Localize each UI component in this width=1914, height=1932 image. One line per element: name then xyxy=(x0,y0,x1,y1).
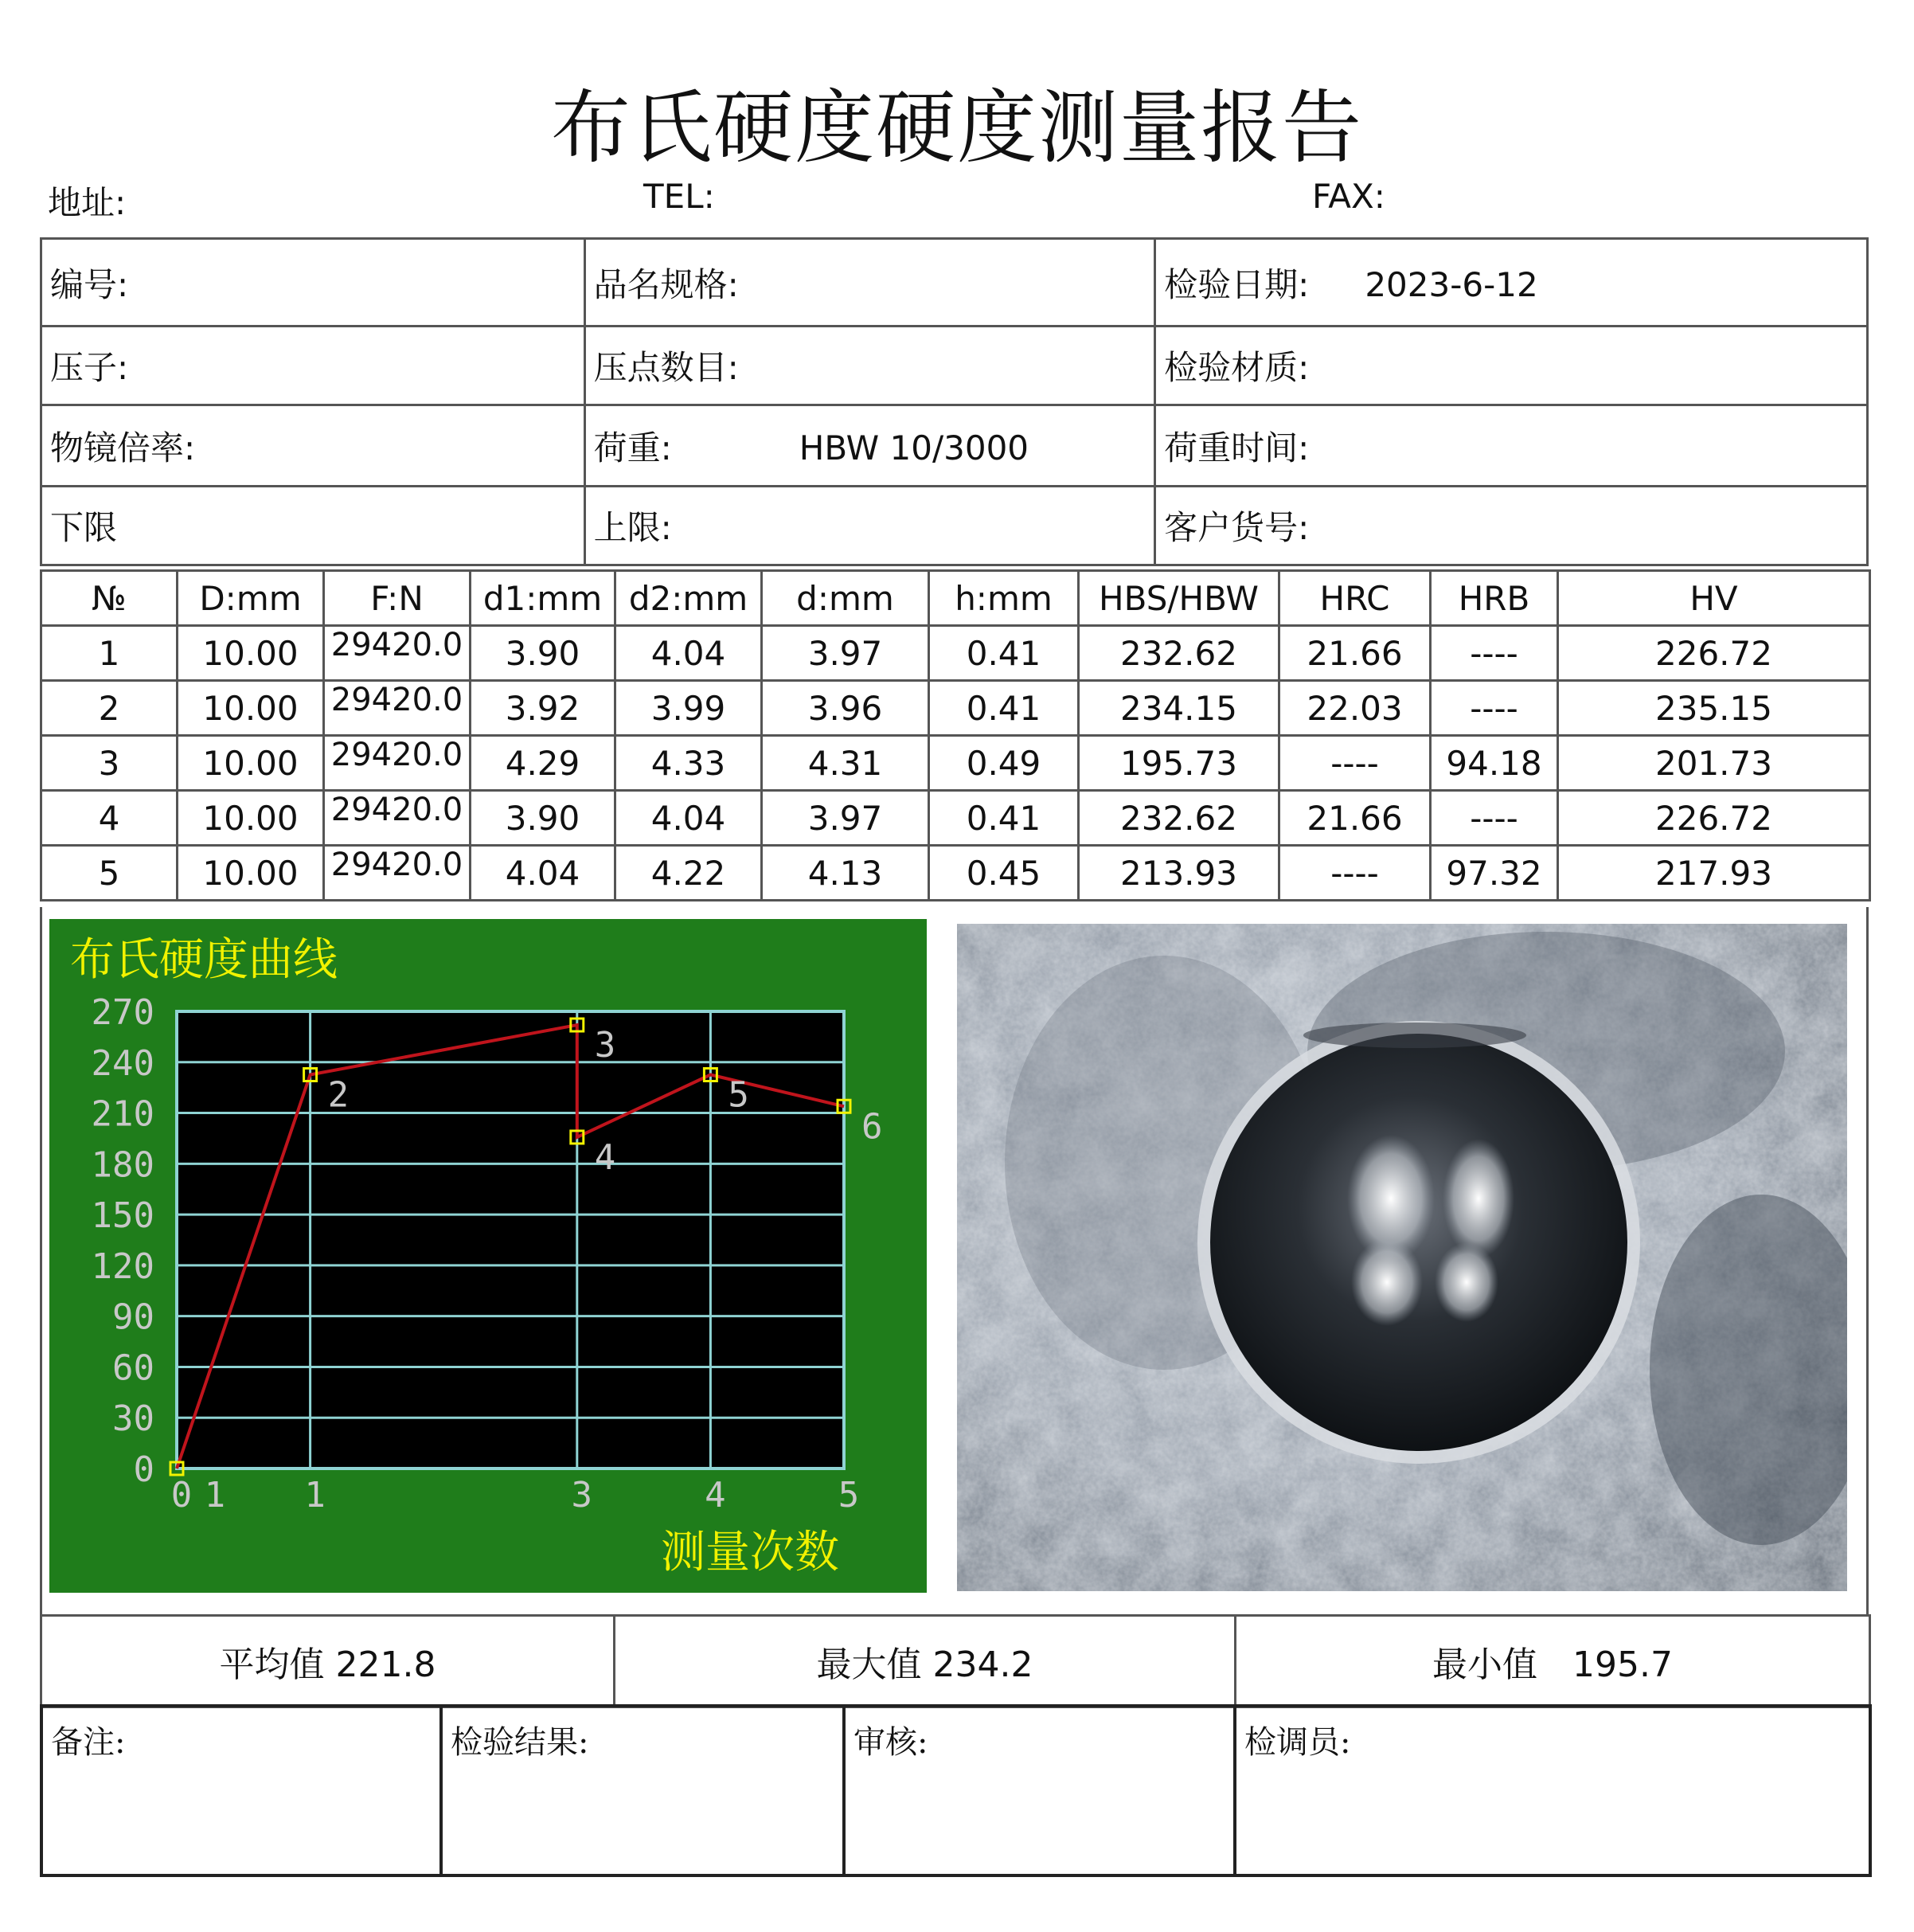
indenter-cell xyxy=(41,327,585,405)
point-label: 3 xyxy=(594,1025,616,1066)
table-row xyxy=(41,681,1870,736)
inspection-material-label: 检验材质: xyxy=(1164,348,1310,387)
y-tick-label: 270 xyxy=(91,992,154,1033)
table-cell: 22.03 xyxy=(1279,681,1431,736)
load-cell xyxy=(584,405,1155,487)
y-tick-label: 90 xyxy=(112,1296,154,1338)
inspection-material-cell xyxy=(1155,327,1868,405)
table-row xyxy=(41,626,1870,681)
table-cell: 3 xyxy=(41,736,178,791)
fax-label: FAX: xyxy=(1312,177,1385,216)
table-cell: 5 xyxy=(41,846,178,901)
lower-limit-label: 下限 xyxy=(50,508,118,547)
signature-table xyxy=(40,1704,1872,1877)
table-cell: 4.04 xyxy=(471,846,615,901)
y-tick-label: 210 xyxy=(91,1093,154,1135)
measurement-table xyxy=(40,569,1871,901)
table-cell: 3.92 xyxy=(471,681,615,736)
table-cell: 97.32 xyxy=(1431,846,1558,901)
chart-title: 布氏硬度曲线 xyxy=(70,934,338,986)
info-table xyxy=(40,237,1869,566)
table-cell: 0.41 xyxy=(929,791,1079,846)
indent-count-label: 压点数目: xyxy=(593,348,739,387)
y-tick-label: 180 xyxy=(91,1144,154,1186)
table-cell: 21.66 xyxy=(1279,626,1431,681)
table-cell: 4.13 xyxy=(762,846,929,901)
table-cell: 10.00 xyxy=(178,736,324,791)
table-cell: 10.00 xyxy=(178,791,324,846)
table-cell: 0.41 xyxy=(929,681,1079,736)
table-cell: ---- xyxy=(1279,846,1431,901)
min-value: 最小值 195.7 xyxy=(1236,1616,1870,1707)
table-cell: 213.93 xyxy=(1079,846,1279,901)
y-tick-label: 0 xyxy=(133,1449,154,1490)
load-value: HBW 10/3000 xyxy=(799,428,1029,467)
measurement-header-row xyxy=(41,571,1870,626)
table-cell: 3.90 xyxy=(471,626,615,681)
col-header-F: F:N xyxy=(324,571,471,626)
table-cell: 0.41 xyxy=(929,626,1079,681)
table-cell: 10.00 xyxy=(178,846,324,901)
table-cell: 29420.0 xyxy=(324,736,471,791)
col-header-hrc: HRC xyxy=(1279,571,1431,626)
table-cell: 235.15 xyxy=(1558,681,1870,736)
product-spec-cell xyxy=(584,239,1155,327)
table-cell: 3.90 xyxy=(471,791,615,846)
hardness-chart-panel xyxy=(49,919,927,1593)
review-field: 审核: xyxy=(844,1706,1235,1875)
indentation-micrograph xyxy=(957,924,1847,1591)
table-cell: 4.22 xyxy=(615,846,762,901)
table-cell: 29420.0 xyxy=(324,626,471,681)
col-header-h: h:mm xyxy=(929,571,1079,626)
point-label: 4 xyxy=(594,1136,616,1178)
table-cell: ---- xyxy=(1431,681,1558,736)
table-cell: 4.29 xyxy=(471,736,615,791)
table-row xyxy=(41,846,1870,901)
product-spec-label: 品名规格: xyxy=(593,264,739,304)
col-header-no: № xyxy=(41,571,178,626)
x-axis-label: 测量次数 xyxy=(661,1527,839,1578)
tel-label: TEL: xyxy=(643,177,715,216)
col-header-d: d:mm xyxy=(762,571,929,626)
x-tick-label: 4 xyxy=(705,1475,726,1515)
table-cell: 29420.0 xyxy=(324,681,471,736)
x-tick-label: 1 xyxy=(204,1475,226,1515)
indenter-label: 压子: xyxy=(50,348,129,387)
upper-limit-cell xyxy=(584,487,1155,565)
inspector-field: 检调员: xyxy=(1235,1706,1870,1875)
table-cell: 3.99 xyxy=(615,681,762,736)
table-cell: 3.96 xyxy=(762,681,929,736)
table-cell: 226.72 xyxy=(1558,791,1870,846)
table-row xyxy=(41,791,1870,846)
remarks-field: 备注: xyxy=(41,1706,441,1875)
table-cell: 29420.0 xyxy=(324,846,471,901)
col-header-hrb: HRB xyxy=(1431,571,1558,626)
table-cell: 4.31 xyxy=(762,736,929,791)
number-label: 编号: xyxy=(50,264,129,304)
y-tick-label: 120 xyxy=(91,1246,154,1287)
average-value: 平均值 221.8 xyxy=(41,1616,615,1707)
table-cell: ---- xyxy=(1431,791,1558,846)
col-header-d2: d2:mm xyxy=(615,571,762,626)
table-cell: 10.00 xyxy=(178,626,324,681)
inspection-date-label: 检验日期: xyxy=(1164,264,1310,304)
table-cell: ---- xyxy=(1279,736,1431,791)
point-label: 2 xyxy=(327,1074,350,1116)
customer-item-label: 客户货号: xyxy=(1164,508,1310,547)
table-cell: 4.04 xyxy=(615,791,762,846)
upper-limit-label: 上限: xyxy=(593,508,672,547)
col-header-hv: HV xyxy=(1558,571,1870,626)
y-tick-label: 150 xyxy=(91,1195,154,1237)
hardness-curve-chart xyxy=(49,919,927,1593)
table-cell: 0.45 xyxy=(929,846,1079,901)
load-time-cell xyxy=(1155,405,1868,487)
table-cell: 3.97 xyxy=(762,791,929,846)
inspection-date-value: 2023-6-12 xyxy=(1365,264,1538,304)
col-header-d1: d1:mm xyxy=(471,571,615,626)
report-title: 布氏硬度硬度测量报告 xyxy=(551,81,1363,174)
indentation-image xyxy=(957,924,1847,1591)
point-label: 5 xyxy=(728,1074,749,1116)
y-tick-label: 60 xyxy=(112,1347,154,1389)
number-cell xyxy=(41,239,585,327)
objective-mag-cell xyxy=(41,405,585,487)
address-label: 地址: xyxy=(48,183,127,222)
col-header-D: D:mm xyxy=(178,571,324,626)
table-cell: 232.62 xyxy=(1079,626,1279,681)
x-tick-label: 3 xyxy=(571,1475,593,1515)
table-cell: 234.15 xyxy=(1079,681,1279,736)
x-tick-label: 0 xyxy=(170,1475,193,1515)
col-header-hbs: HBS/HBW xyxy=(1079,571,1279,626)
x-tick-label: 1 xyxy=(304,1475,326,1515)
y-tick-label: 30 xyxy=(112,1398,154,1440)
table-cell: 94.18 xyxy=(1431,736,1558,791)
x-tick-label: 5 xyxy=(838,1475,860,1515)
lower-limit-cell xyxy=(41,487,585,565)
table-cell: 10.00 xyxy=(178,681,324,736)
table-cell: 201.73 xyxy=(1558,736,1870,791)
table-row xyxy=(41,736,1870,791)
table-cell: 4.33 xyxy=(615,736,762,791)
table-cell: 0.49 xyxy=(929,736,1079,791)
table-cell: 4.04 xyxy=(615,626,762,681)
table-cell: 21.66 xyxy=(1279,791,1431,846)
customer-item-cell xyxy=(1155,487,1868,565)
table-cell: 217.93 xyxy=(1558,846,1870,901)
y-tick-label: 240 xyxy=(91,1042,154,1084)
stats-table xyxy=(40,1614,1871,1708)
table-cell: 232.62 xyxy=(1079,791,1279,846)
table-cell: 2 xyxy=(41,681,178,736)
table-cell: 3.97 xyxy=(762,626,929,681)
table-cell: 195.73 xyxy=(1079,736,1279,791)
objective-mag-label: 物镜倍率: xyxy=(50,428,196,467)
inspection-date-cell xyxy=(1155,239,1868,327)
table-cell: 226.72 xyxy=(1558,626,1870,681)
load-label: 荷重: xyxy=(593,428,672,467)
table-cell: 4 xyxy=(41,791,178,846)
table-cell: ---- xyxy=(1431,626,1558,681)
point-label: 6 xyxy=(861,1106,883,1148)
table-cell: 29420.0 xyxy=(324,791,471,846)
max-value: 最大值 234.2 xyxy=(615,1616,1236,1707)
indent-count-cell xyxy=(584,327,1155,405)
table-cell: 1 xyxy=(41,626,178,681)
load-time-label: 荷重时间: xyxy=(1164,428,1310,467)
result-field: 检验结果: xyxy=(441,1706,844,1875)
